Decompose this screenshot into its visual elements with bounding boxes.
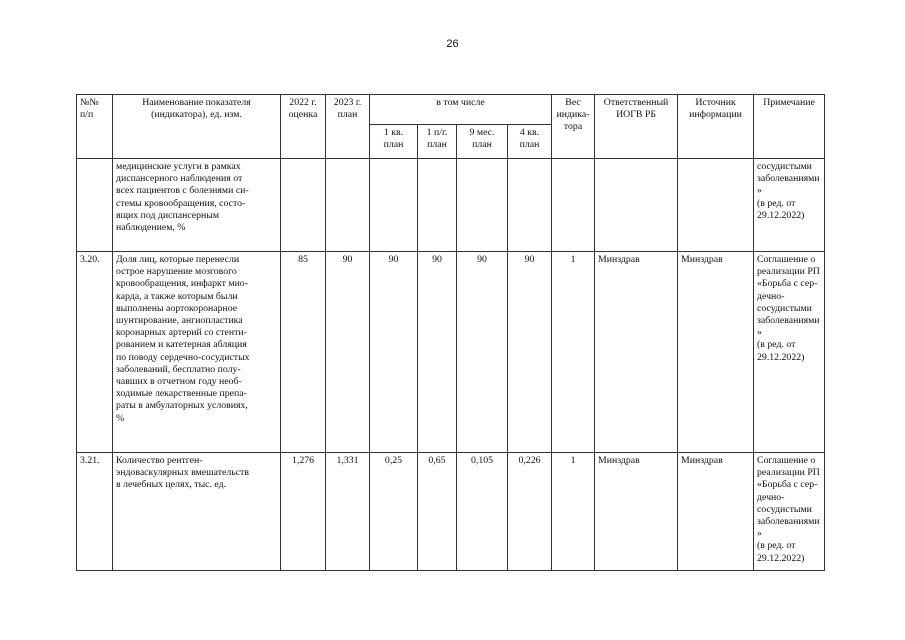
cell-q1: 0,25 [370,453,418,571]
header-source: Источник информации [678,95,754,159]
header-2022: 2022 г. оценка [281,95,326,159]
cell-note: Соглашение о реализации РП «Борьба с сер- дечно- сосудистыми заболеваниями» (в ред. от 29.12.2022) [754,453,825,571]
cell-name: Доля лиц, которые перенесли острое нарушение мозгового кровообращения, инфаркт мио- карда, а также которым были выполнены аортокоронарное шунтирование, ангиопластика коронарных артерий со стенти- рованием и катетерная абляция по поводу сердечно-сосудистых заболеваний, бесплатно полу- чавших в отчетном году необ- ходимые лекарственные препа- раты в амбулаторных условиях, % [113,252,281,453]
cell-weight: 1 [552,453,595,571]
header-q1: 1 кв. план [370,125,418,159]
cell-q1: 90 [370,252,418,453]
cell-h1: 0,65 [418,453,457,571]
cell-num [77,159,113,252]
cell-2023 [326,159,370,252]
header-9m: 9 мес. план [457,125,508,159]
cell-h1: 90 [418,252,457,453]
cell-source: Минздрав [678,453,754,571]
cell-note: сосудистыми заболеваниями» (в ред. от 29.12.2022) [754,159,825,252]
header-row [77,95,825,125]
header-responsible: Ответственный ИОГВ РБ [595,95,678,159]
cell-q4 [508,159,552,252]
cell-source [678,159,754,252]
cell-9m: 0,105 [457,453,508,571]
cell-source: Минздрав [678,252,754,453]
cell-name: медицинские услуги в рамках диспансерного наблюдения от всех пациентов с болезнями си- стемы кровообращения, состо- ящих под диспансерным наблюдением, % [113,159,281,252]
cell-num: 3.21. [77,453,113,571]
cell-2022: 85 [281,252,326,453]
cell-q4: 0,226 [508,453,552,571]
header-2023: 2023 г. план [326,95,370,159]
cell-responsible [595,159,678,252]
cell-2023: 1,331 [326,453,370,571]
cell-q4: 90 [508,252,552,453]
cell-2022 [281,159,326,252]
cell-responsible: Минздрав [595,453,678,571]
table-row [77,159,825,252]
cell-weight: 1 [552,252,595,453]
cell-9m: 90 [457,252,508,453]
header-name: Наименование показателя (индикатора), ед. изм. [113,95,281,159]
header-note: Примечание [754,95,825,159]
cell-h1 [418,159,457,252]
cell-9m [457,159,508,252]
cell-num: 3.20. [77,252,113,453]
cell-q1 [370,159,418,252]
table-row [77,453,825,571]
header-q4: 4 кв. план [508,125,552,159]
table-row [77,252,825,453]
header-h1: 1 п/г. план [418,125,457,159]
cell-note: Соглашение о реализации РП «Борьба с сер- дечно- сосудистыми заболеваниями» (в ред. от 29.12.2022) [754,252,825,453]
cell-responsible: Минздрав [595,252,678,453]
cell-weight [552,159,595,252]
indicators-table [76,94,825,571]
page-number: 26 [446,38,459,50]
header-weight: Вес индика- тора [552,95,595,159]
header-num: №№ п/п [77,95,113,159]
cell-name: Количество рентген- эндоваскулярных вмешательств в лечебных целях, тыс. ед. [113,453,281,571]
cell-2022: 1,276 [281,453,326,571]
header-including: в том числе [370,95,552,125]
cell-2023: 90 [326,252,370,453]
